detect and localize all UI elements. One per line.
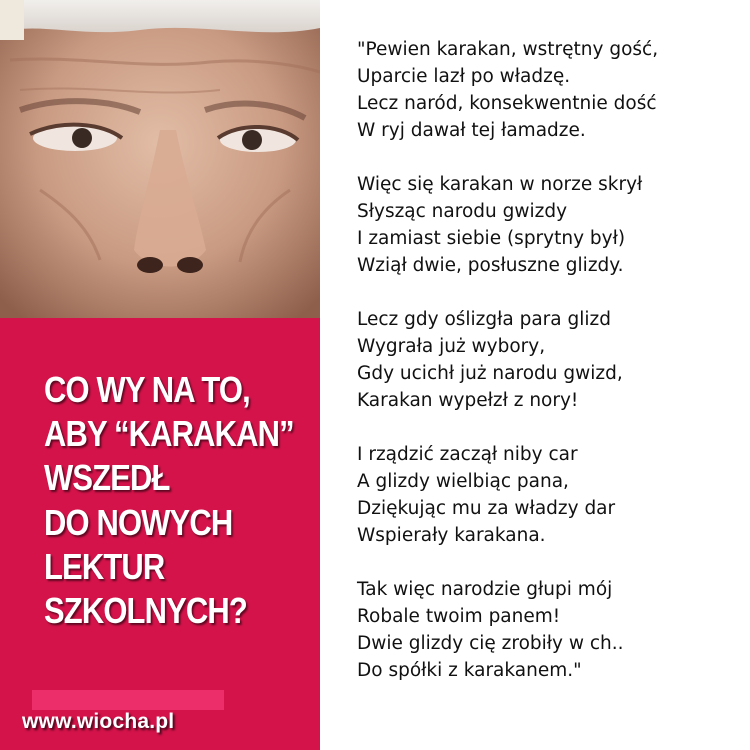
poem-line: "Pewien karakan, wstrętny gość, xyxy=(357,39,659,60)
poem-line: Wziął dwie, posłuszne glizdy. xyxy=(357,255,624,276)
headline-line: LEKTUR xyxy=(44,545,165,587)
headline-line: CO WY NA TO, xyxy=(44,369,250,410)
poem xyxy=(357,36,737,711)
poem-stanza xyxy=(357,36,737,144)
headline-line: ABY “KARAKAN” xyxy=(44,413,294,455)
poem-line: Tak więc narodzie głupi mój xyxy=(357,579,613,600)
poem-line: Lecz gdy oślizgła para glizd xyxy=(357,309,611,330)
poem-line: Dwie glizdy cię zrobiły w ch.. xyxy=(357,633,624,654)
poem-line: Karakan wypełzł z nory! xyxy=(357,390,579,411)
poem-line: Robale twoim panem! xyxy=(357,606,561,627)
portrait-photo xyxy=(0,0,320,318)
poem-line: Do spółki z karakanem." xyxy=(357,660,582,681)
headline-line: SZKOLNYCH? xyxy=(44,590,247,632)
poem-line: Wygrała już wybory, xyxy=(357,336,546,357)
poem-line: Wspierały karakana. xyxy=(357,525,546,546)
poem-line: I rządzić zaczął niby car xyxy=(357,444,578,465)
face-closeup-image xyxy=(0,0,320,318)
headline-question xyxy=(44,368,294,633)
poem-line: Więc się karakan w norze skrył xyxy=(357,174,643,195)
headline-line: WSZEDŁ xyxy=(44,457,170,499)
poem-line: A glizdy wielbiąc pana, xyxy=(357,471,569,492)
headline-line: DO NOWYCH xyxy=(44,501,233,543)
poem-line: Słysząc narodu gwizdy xyxy=(357,201,568,222)
left-column xyxy=(0,0,320,750)
redacted-bar xyxy=(32,690,224,710)
poem-stanza xyxy=(357,441,737,549)
watermark-text: www.wiocha.pl xyxy=(22,710,175,733)
poem-stanza xyxy=(357,306,737,414)
poem-line: W ryj dawał tej łamadze. xyxy=(357,120,586,141)
poem-line: Dziękując mu za władzy dar xyxy=(357,498,616,519)
poem-stanza xyxy=(357,576,737,684)
poem-line: Lecz naród, konsekwentnie dość xyxy=(357,93,657,114)
poem-stanza xyxy=(357,171,737,279)
poem-line: Uparcie lazł po władzę. xyxy=(357,66,571,87)
poem-line: I zamiast siebie (sprytny był) xyxy=(357,228,626,249)
poem-line: Gdy ucichł już narodu gwizd, xyxy=(357,363,623,384)
